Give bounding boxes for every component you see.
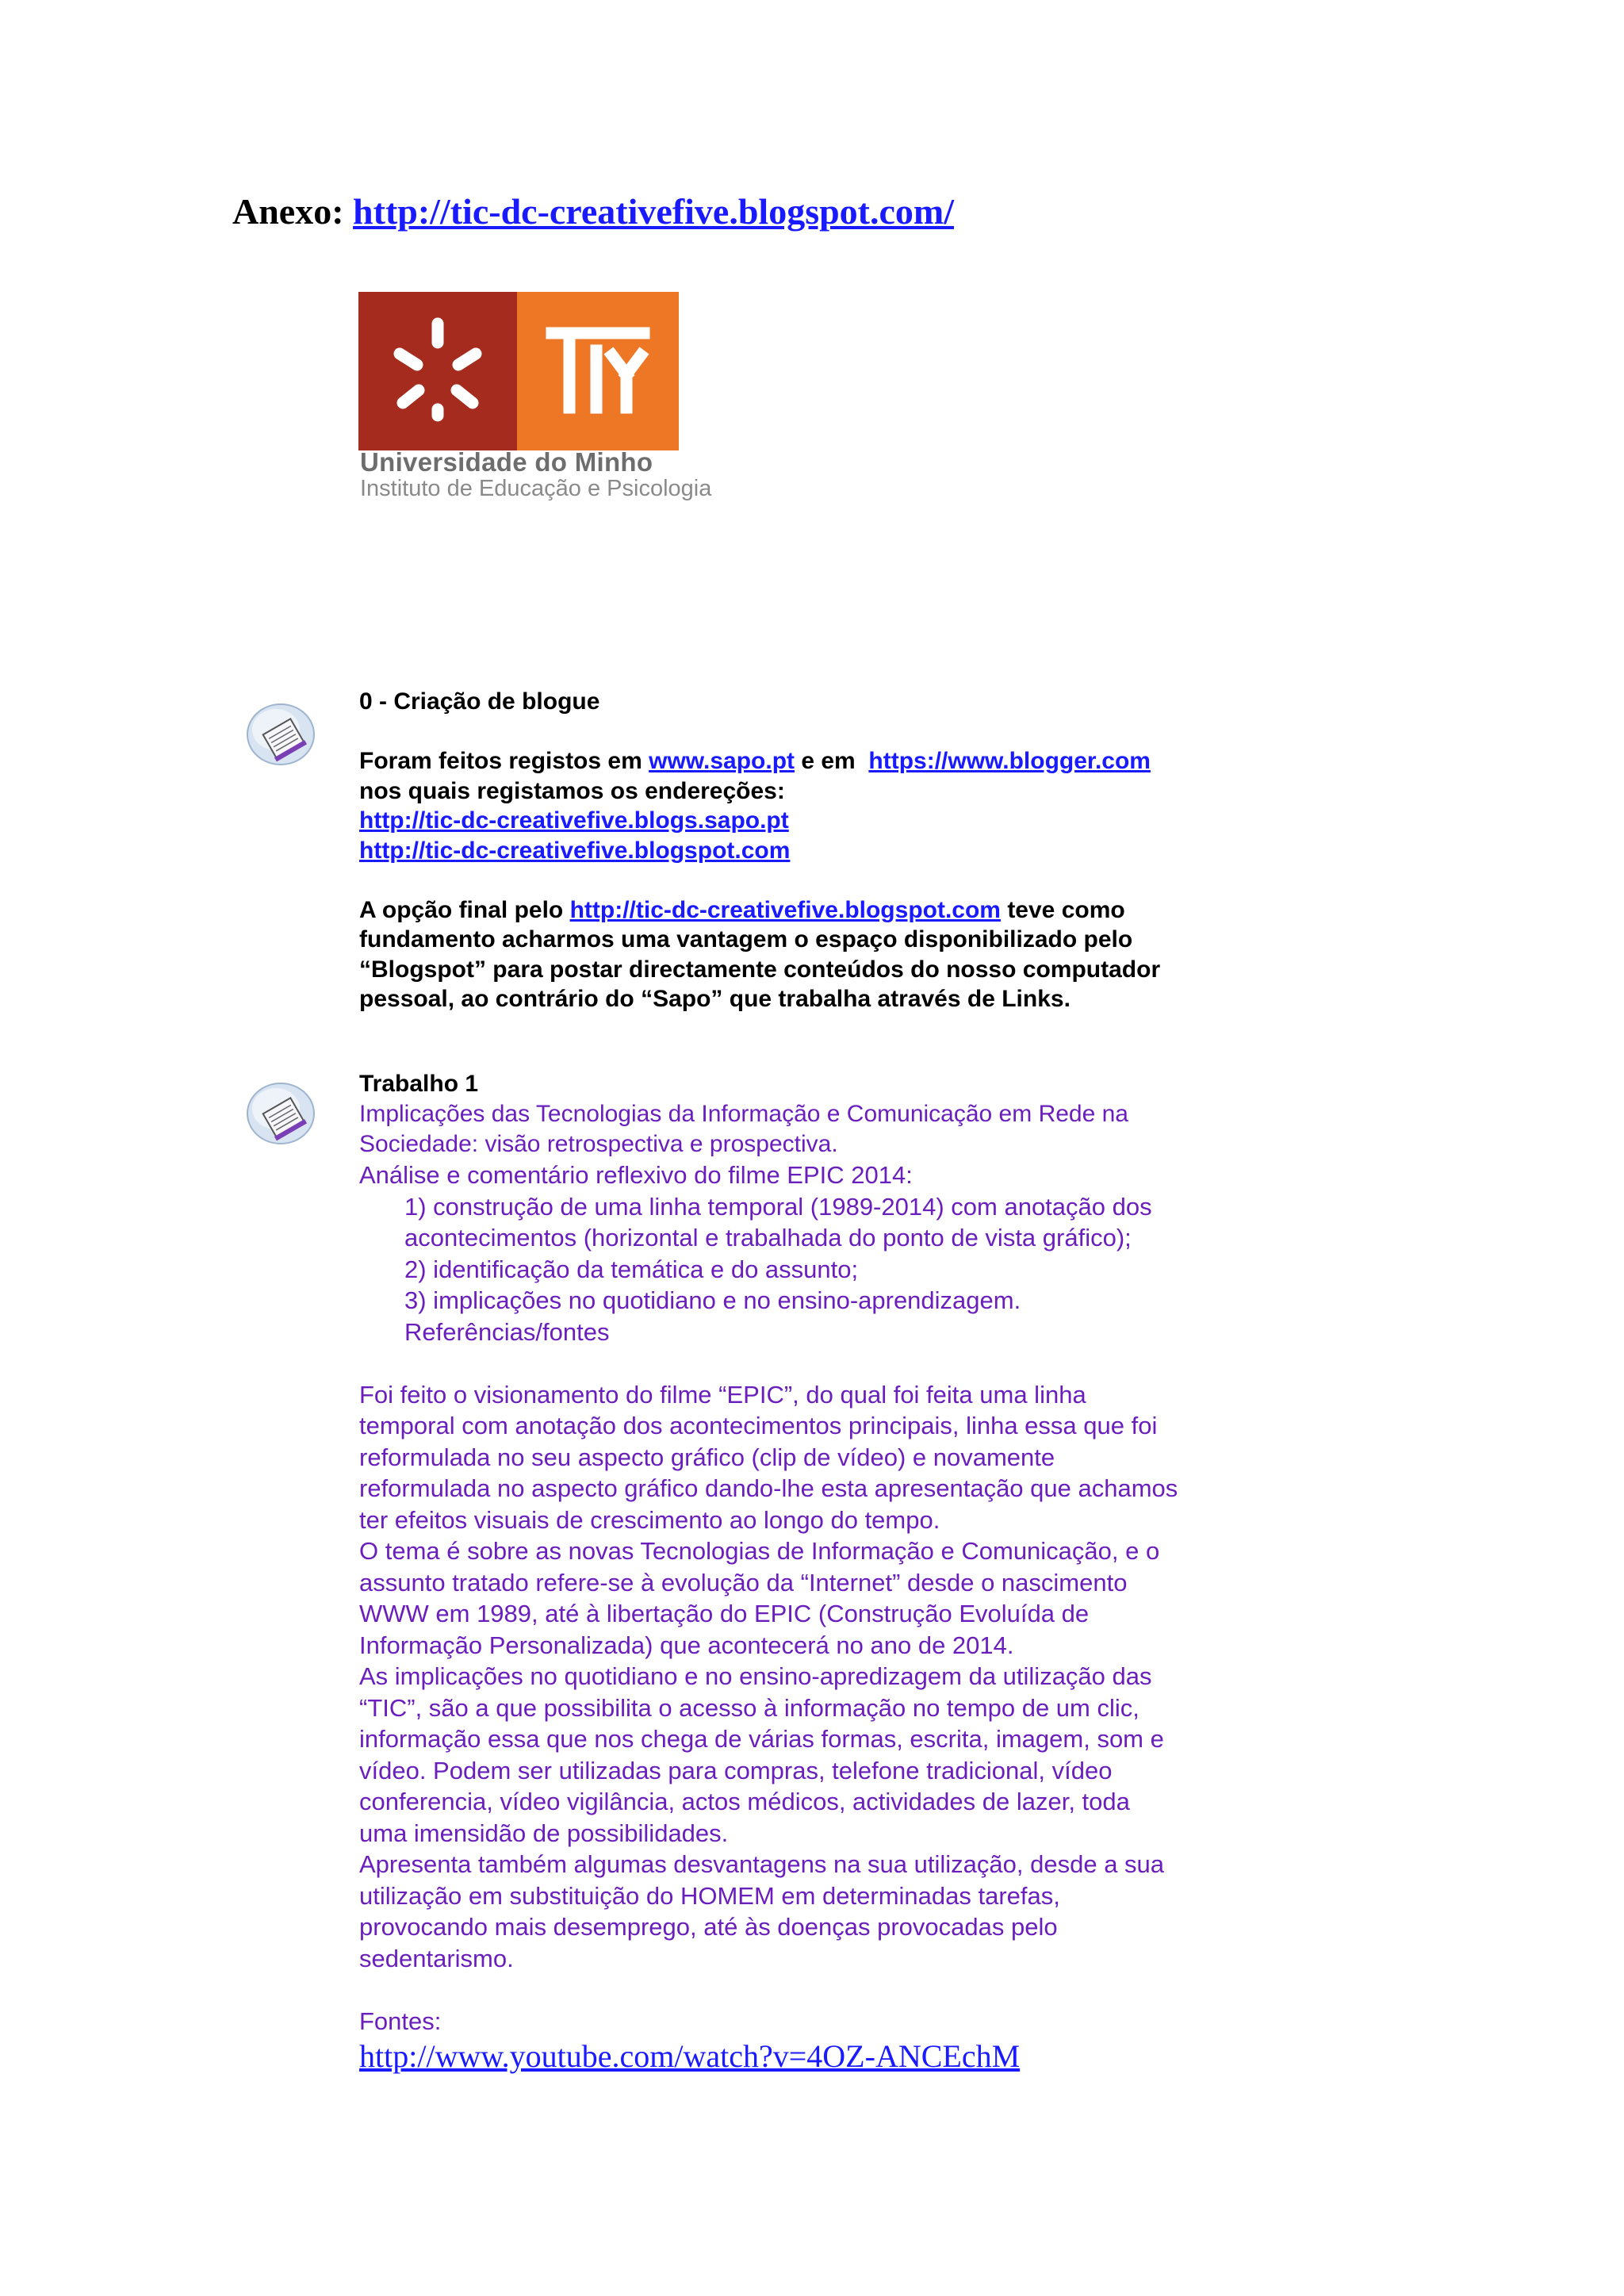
body-line: As implicações no quotidiano e no ensino-apredizagem da utilização das bbox=[359, 1662, 1152, 1690]
logo-title: Universidade do Minho bbox=[360, 447, 653, 477]
body-line: vídeo. Podem ser utilizadas para compras, telefone tradicional, vídeo bbox=[359, 1756, 1113, 1784]
body-line: WWW em 1989, até à libertação do EPIC (Construção Evoluída de bbox=[359, 1600, 1090, 1627]
annex-heading bbox=[232, 190, 954, 232]
option-line1 bbox=[359, 895, 1295, 926]
logo-emblem-red bbox=[358, 292, 517, 450]
body-line: provocando mais desemprego, até às doenças provocadas pelo bbox=[359, 1913, 1058, 1941]
address-link-blogspot[interactable]: http://tic-dc-creativefive.blogspot.com bbox=[359, 837, 791, 864]
option-link[interactable]: http://tic-dc-creativefive.blogspot.com bbox=[569, 896, 1001, 923]
option-line: “Blogspot” para postar directamente conteúdos do nosso computador bbox=[359, 956, 1161, 983]
intro-line: Implicações das Tecnologias da Informação e Comunicação em Rede na bbox=[359, 1101, 1128, 1127]
university-logo bbox=[358, 292, 723, 506]
option-line: pessoal, ao contrário do “Sapo” que trabalha através de Links. bbox=[359, 986, 1071, 1012]
section0-title: 0 - Criação de blogue bbox=[359, 688, 600, 715]
body-line: assunto tratado refere-se à evolução da “Internet” desde o nascimento bbox=[359, 1568, 1128, 1596]
body-line: uma imensidão de possibilidades. bbox=[359, 1819, 729, 1847]
intro-line: Sociedade: visão retrospectiva e prospectiva. bbox=[359, 1131, 838, 1157]
body-line: reformulada no aspecto gráfico dando-lhe esta apresentação que achamos bbox=[359, 1474, 1178, 1502]
body-line: ter efeitos visuais de crescimento ao longo do tempo. bbox=[359, 1505, 940, 1534]
registos-line2: nos quais registamos os endereções: bbox=[359, 777, 785, 804]
body-line: utilização em substituição do HOMEM em determinadas tarefas, bbox=[359, 1881, 1060, 1910]
notepad-icon bbox=[244, 701, 317, 769]
option-suffix: teve como bbox=[1000, 896, 1125, 923]
option-line: fundamento acharmos uma vantagem o espaço disponibilizado pelo bbox=[359, 926, 1133, 953]
link-sapo[interactable]: www.sapo.pt bbox=[649, 748, 795, 774]
annex-link[interactable]: http://tic-dc-creativefive.blogspot.com/ bbox=[353, 191, 955, 232]
list-line: 3) implicações no quotidiano e no ensino-aprendizagem. bbox=[404, 1286, 1021, 1314]
body-line: Informação Personalizada) que acontecerá no ano de 2014. bbox=[359, 1631, 1014, 1659]
registos-prefix: Foram feitos registos em bbox=[359, 748, 649, 774]
list-line: 1) construção de uma linha temporal (1989-2014) com anotação dos bbox=[404, 1192, 1152, 1221]
body-line: informação essa que nos chega de várias formas, escrita, imagem, som e bbox=[359, 1725, 1164, 1753]
body-line: Apresenta também algumas desvantagens na sua utilização, desde a sua bbox=[359, 1850, 1165, 1878]
annex-label: Anexo: bbox=[232, 191, 344, 232]
link-blogger[interactable]: https://www.blogger.com bbox=[868, 748, 1151, 774]
body-line: O tema é sobre as novas Tecnologias de Informação e Comunicação, e o bbox=[359, 1537, 1160, 1565]
logo-emblem-orange bbox=[517, 292, 679, 450]
section-blog-creation bbox=[359, 687, 1295, 1014]
analysis-line: Análise e comentário reflexivo do filme EPIC 2014: bbox=[359, 1161, 913, 1189]
body-line: reformulada no seu aspecto gráfico (clip de vídeo) e novamente bbox=[359, 1443, 1055, 1471]
body-line: “TIC”, são a que possibilita o acesso à informação no tempo de um clic, bbox=[359, 1693, 1139, 1722]
list-line: Referências/fontes bbox=[404, 1317, 610, 1346]
fontes-label: Fontes: bbox=[359, 2007, 442, 2035]
body-line: sedentarismo. bbox=[359, 1944, 514, 1972]
registos-mid: e em bbox=[795, 748, 869, 774]
body-line: conferencia, vídeo vigilância, actos médicos, actividades de lazer, toda bbox=[359, 1788, 1130, 1815]
section1-title: Trabalho 1 bbox=[359, 1071, 479, 1097]
body-line: Foi feito o visionamento do filme “EPIC”, do qual foi feita uma linha bbox=[359, 1380, 1086, 1409]
registos-line bbox=[359, 746, 1295, 776]
youtube-link[interactable]: http://www.youtube.com/watch?v=4OZ-ANCEchM bbox=[359, 2038, 1021, 2074]
address-link-sapo[interactable]: http://tic-dc-creativefive.blogs.sapo.pt bbox=[359, 807, 789, 834]
body-line: temporal com anotação dos acontecimentos principais, linha essa que foi bbox=[359, 1412, 1158, 1439]
logo-subtitle: Instituto de Educação e Psicologia bbox=[360, 476, 712, 501]
notepad-icon bbox=[244, 1080, 317, 1148]
section-trabalho-1 bbox=[359, 1069, 1295, 2076]
body-text bbox=[359, 1379, 1295, 1975]
list-line: 2) identificação da temática e do assunto; bbox=[404, 1255, 859, 1283]
option-prefix: A opção final pelo bbox=[359, 896, 570, 923]
list-line: acontecimentos (horizontal e trabalhada do ponto de vista gráfico); bbox=[404, 1224, 1132, 1251]
